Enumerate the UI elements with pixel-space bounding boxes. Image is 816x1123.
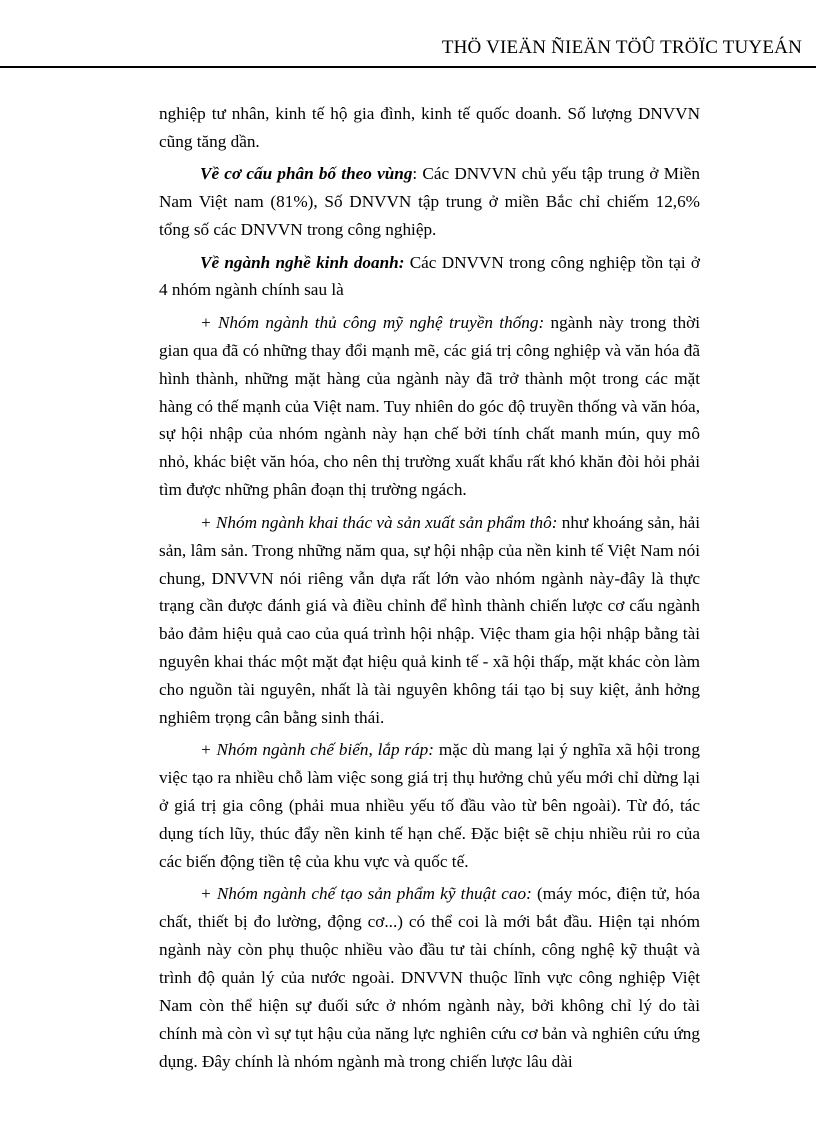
paragraph-lead: Về ngành nghề kinh doanh: <box>200 252 405 272</box>
paragraph-text: (máy móc, điện tử, hóa chất, thiết bị đo lường, động cơ...) có thể coi là mới bắt đầu. Hiện tại nhóm ngành này còn phụ thuộc nhiều vào đầu tư tài chính, công nghệ kỹ thuật và trình độ quản lý của nước ngoài. DNVVN thuộc lĩnh vực công nghiệp Việt Nam còn thể hiện sự đuối sức ở nhóm ngành này, bởi không chỉ lý do tài chính mà còn vì sự tụt hậu của năng lực nghiên cứu cơ bản và nghiên cứu ứng dụng. Đây chính là nhóm ngành mà trong chiến lược lâu dài <box>159 884 700 1071</box>
paragraph-lead: + Nhóm ngành khai thác và sản xuất sản phẩm thô: <box>200 512 558 532</box>
paragraph-extraction-sector <box>159 509 700 732</box>
body-text <box>159 100 700 1080</box>
paragraph-continuation <box>159 100 700 156</box>
paragraph-processing-sector <box>159 736 700 876</box>
paragraph-text: nghiệp tư nhân, kinh tế hộ gia đình, kinh tế quốc doanh. Số lượng DNVVN cũng tăng dần. <box>159 104 700 151</box>
header-rule <box>0 66 816 68</box>
paragraph-text: Các DNVVN trong công nghiệp tồn tại ở 4 nhóm ngành chính sau là <box>159 252 701 300</box>
paragraph-high-tech-sector <box>159 880 700 1075</box>
paragraph-text: mặc dù mang lại ý nghĩa xã hội trong việc tạo ra nhiều chỗ làm việc song giá trị thụ hưởng chủ yếu mới chỉ dừng lại ở giá trị gia công (phải mua nhiều yếu tố đầu vào từ bên ngoài). Từ đó, tác dụng tích lũy, thúc đẩy nền kinh tế hạn chế. Đặc biệt sẽ chịu nhiều rủi ro của các biến động tiền tệ của khu vực và quốc tế. <box>159 740 700 872</box>
paragraph-business-sectors <box>159 249 700 305</box>
paragraph-lead: + Nhóm ngành thủ công mỹ nghệ truyền thống: <box>200 312 545 332</box>
paragraph-lead: + Nhóm ngành chế tạo sản phẩm kỹ thuật cao: <box>200 884 532 904</box>
paragraph-text: : Các DNVVN chủ yếu tập trung ở Miền Nam Việt nam (81%), Số DNVVN tập trung ở miền Bắc chỉ chiếm 12,6% tổng số các DNVVN trong công nghiệp. <box>159 164 700 240</box>
paragraph-text: ngành này trong thời gian qua đã có những thay đổi mạnh mẽ, các giá trị công nghiệp và văn hóa đã hình thành, những mặt hàng của ngành này đã trở thành một trong các mặt hàng có thế mạnh của Việt nam. Tuy nhiên do góc độ truyền thống và văn hóa, sự hội nhập của nhóm ngành này hạn chế bởi tính chất manh mún, quy mô nhỏ, khác biệt văn hóa, cho nên thị trường xuất khẩu rất khó khăn đòi hỏi phải tìm được những phân đoạn thị trường ngách. <box>159 312 700 500</box>
paragraph-handicraft-sector <box>159 309 700 504</box>
paragraph-lead: Về cơ cấu phân bố theo vùng <box>200 164 413 184</box>
running-header: THÖ VIEÄN ÑIEÄN TÖÛ TRÖÏC TUYEÁN <box>441 37 802 58</box>
paragraph-regional-distribution <box>159 160 700 244</box>
paragraph-lead: + Nhóm ngành chế biến, lắp ráp: <box>200 740 434 760</box>
paragraph-text: như khoáng sản, hải sản, lâm sản. Trong những năm qua, sự hội nhập của nền kinh tế Việt Nam nói chung, DNVVN nói riêng vẫn dựa rất lớn vào nhóm ngành này-đây là thực trạng cần được đánh giá và điều chỉnh để hình thành chiến lược cơ cấu ngành bảo đảm hiệu quả cao của quá trình hội nhập. Việc tham gia hội nhập bằng tài nguyên khai thác một mặt đạt hiệu quả kinh tế - xã hội thấp, mặt khác còn làm cho nguồn tài nguyên, nhất là tài nguyên không tái tạo bị suy kiệt, ảnh hởng nghiêm trọng cân bằng sinh thái. <box>159 512 700 728</box>
